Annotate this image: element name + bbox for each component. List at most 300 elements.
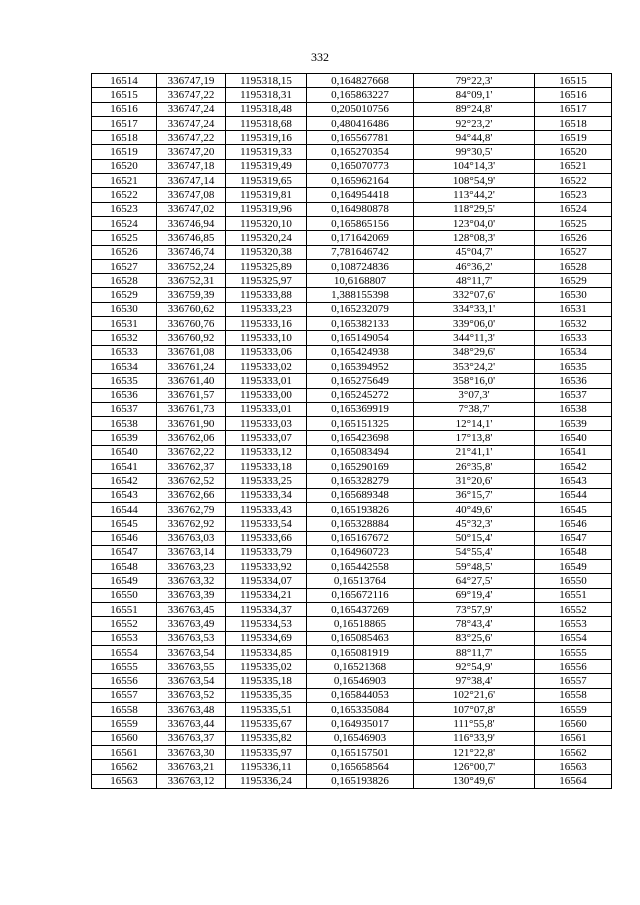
point-to-cell: 16534 <box>535 345 612 359</box>
y-coordinate-cell: 1195319,16 <box>226 131 307 145</box>
x-coordinate-cell: 336763,44 <box>157 717 226 731</box>
y-coordinate-cell: 1195333,18 <box>226 460 307 474</box>
point-to-cell: 16540 <box>535 431 612 445</box>
y-coordinate-cell: 1195333,02 <box>226 359 307 373</box>
distance-cell: 0,165157501 <box>307 745 414 759</box>
distance-cell: 0,165290169 <box>307 460 414 474</box>
table-row <box>92 202 612 216</box>
point-from-cell: 16552 <box>92 617 157 631</box>
point-to-cell: 16520 <box>535 145 612 159</box>
point-from-cell: 16531 <box>92 317 157 331</box>
table-row <box>92 317 612 331</box>
y-coordinate-cell: 1195334,21 <box>226 588 307 602</box>
bearing-cell: 73°57,9' <box>414 602 535 616</box>
y-coordinate-cell: 1195333,23 <box>226 302 307 316</box>
x-coordinate-cell: 336763,45 <box>157 602 226 616</box>
table-row <box>92 74 612 88</box>
bearing-cell: 123°04,0' <box>414 216 535 230</box>
table-row <box>92 116 612 130</box>
point-from-cell: 16514 <box>92 74 157 88</box>
x-coordinate-cell: 336762,92 <box>157 517 226 531</box>
table-row <box>92 560 612 574</box>
distance-cell: 0,164935017 <box>307 717 414 731</box>
point-from-cell: 16551 <box>92 602 157 616</box>
distance-cell: 0,165328279 <box>307 474 414 488</box>
point-to-cell: 16559 <box>535 703 612 717</box>
y-coordinate-cell: 1195318,31 <box>226 88 307 102</box>
y-coordinate-cell: 1195319,49 <box>226 159 307 173</box>
distance-cell: 0,165865156 <box>307 216 414 230</box>
x-coordinate-cell: 336762,52 <box>157 474 226 488</box>
bearing-cell: 334°33,1' <box>414 302 535 316</box>
distance-cell: 0,165962164 <box>307 174 414 188</box>
table-row <box>92 731 612 745</box>
page-number: 332 <box>311 50 329 64</box>
bearing-cell: 48°11,7' <box>414 274 535 288</box>
point-from-cell: 16515 <box>92 88 157 102</box>
point-from-cell: 16530 <box>92 302 157 316</box>
point-to-cell: 16528 <box>535 259 612 273</box>
point-to-cell: 16531 <box>535 302 612 316</box>
bearing-cell: 83°25,6' <box>414 631 535 645</box>
distance-cell: 1,388155398 <box>307 288 414 302</box>
table-row <box>92 245 612 259</box>
x-coordinate-cell: 336763,21 <box>157 760 226 774</box>
point-to-cell: 16535 <box>535 359 612 373</box>
y-coordinate-cell: 1195333,79 <box>226 545 307 559</box>
y-coordinate-cell: 1195320,38 <box>226 245 307 259</box>
table-row <box>92 131 612 145</box>
x-coordinate-cell: 336747,22 <box>157 88 226 102</box>
x-coordinate-cell: 336763,52 <box>157 688 226 702</box>
point-to-cell: 16562 <box>535 745 612 759</box>
table-row <box>92 231 612 245</box>
point-from-cell: 16539 <box>92 431 157 445</box>
table-row <box>92 345 612 359</box>
point-from-cell: 16557 <box>92 688 157 702</box>
x-coordinate-cell: 336763,39 <box>157 588 226 602</box>
bearing-cell: 102°21,6' <box>414 688 535 702</box>
distance-cell: 0,165863227 <box>307 88 414 102</box>
x-coordinate-cell: 336761,73 <box>157 402 226 416</box>
distance-cell: 0,16546903 <box>307 674 414 688</box>
y-coordinate-cell: 1195334,37 <box>226 602 307 616</box>
table-row <box>92 188 612 202</box>
table-row <box>92 545 612 559</box>
point-from-cell: 16520 <box>92 159 157 173</box>
distance-cell: 0,165369919 <box>307 402 414 416</box>
bearing-cell: 12°14,1' <box>414 417 535 431</box>
bearing-cell: 92°54,9' <box>414 660 535 674</box>
x-coordinate-cell: 336763,32 <box>157 574 226 588</box>
bearing-cell: 99°30,5' <box>414 145 535 159</box>
x-coordinate-cell: 336763,37 <box>157 731 226 745</box>
bearing-cell: 121°22,8' <box>414 745 535 759</box>
table-row <box>92 302 612 316</box>
point-to-cell: 16555 <box>535 645 612 659</box>
coordinates-table-body <box>92 74 612 789</box>
table-row <box>92 502 612 516</box>
point-to-cell: 16551 <box>535 588 612 602</box>
point-from-cell: 16538 <box>92 417 157 431</box>
point-from-cell: 16559 <box>92 717 157 731</box>
point-to-cell: 16521 <box>535 159 612 173</box>
point-to-cell: 16539 <box>535 417 612 431</box>
bearing-cell: 332°07,6' <box>414 288 535 302</box>
y-coordinate-cell: 1195333,12 <box>226 445 307 459</box>
table-row <box>92 431 612 445</box>
table-row <box>92 88 612 102</box>
point-from-cell: 16528 <box>92 274 157 288</box>
point-from-cell: 16545 <box>92 517 157 531</box>
point-to-cell: 16550 <box>535 574 612 588</box>
bearing-cell: 92°23,2' <box>414 116 535 130</box>
point-from-cell: 16522 <box>92 188 157 202</box>
y-coordinate-cell: 1195319,33 <box>226 145 307 159</box>
y-coordinate-cell: 1195319,65 <box>226 174 307 188</box>
bearing-cell: 108°54,9' <box>414 174 535 188</box>
bearing-cell: 45°32,3' <box>414 517 535 531</box>
x-coordinate-cell: 336747,08 <box>157 188 226 202</box>
y-coordinate-cell: 1195320,10 <box>226 216 307 230</box>
distance-cell: 0,164980878 <box>307 202 414 216</box>
x-coordinate-cell: 336763,14 <box>157 545 226 559</box>
y-coordinate-cell: 1195319,96 <box>226 202 307 216</box>
point-to-cell: 16526 <box>535 231 612 245</box>
point-to-cell: 16545 <box>535 502 612 516</box>
y-coordinate-cell: 1195336,11 <box>226 760 307 774</box>
table-row <box>92 474 612 488</box>
table-row <box>92 645 612 659</box>
distance-cell: 10,6168807 <box>307 274 414 288</box>
x-coordinate-cell: 336762,66 <box>157 488 226 502</box>
table-row <box>92 102 612 116</box>
table-row <box>92 388 612 402</box>
point-from-cell: 16550 <box>92 588 157 602</box>
point-to-cell: 16560 <box>535 717 612 731</box>
point-from-cell: 16527 <box>92 259 157 273</box>
point-to-cell: 16556 <box>535 660 612 674</box>
distance-cell: 0,165844053 <box>307 688 414 702</box>
distance-cell: 0,16518865 <box>307 617 414 631</box>
x-coordinate-cell: 336763,49 <box>157 617 226 631</box>
distance-cell: 0,165275649 <box>307 374 414 388</box>
distance-cell: 0,165689348 <box>307 488 414 502</box>
distance-cell: 0,165193826 <box>307 502 414 516</box>
bearing-cell: 118°29,5' <box>414 202 535 216</box>
point-from-cell: 16523 <box>92 202 157 216</box>
y-coordinate-cell: 1195333,43 <box>226 502 307 516</box>
bearing-cell: 130°49,6' <box>414 774 535 788</box>
point-from-cell: 16534 <box>92 359 157 373</box>
y-coordinate-cell: 1195334,85 <box>226 645 307 659</box>
x-coordinate-cell: 336761,24 <box>157 359 226 373</box>
y-coordinate-cell: 1195333,06 <box>226 345 307 359</box>
y-coordinate-cell: 1195335,18 <box>226 674 307 688</box>
point-from-cell: 16535 <box>92 374 157 388</box>
table-row <box>92 460 612 474</box>
x-coordinate-cell: 336761,40 <box>157 374 226 388</box>
table-row <box>92 574 612 588</box>
distance-cell: 0,164827668 <box>307 74 414 88</box>
bearing-cell: 64°27,5' <box>414 574 535 588</box>
x-coordinate-cell: 336763,53 <box>157 631 226 645</box>
point-to-cell: 16563 <box>535 760 612 774</box>
point-to-cell: 16532 <box>535 317 612 331</box>
point-to-cell: 16553 <box>535 617 612 631</box>
point-to-cell: 16552 <box>535 602 612 616</box>
point-from-cell: 16537 <box>92 402 157 416</box>
bearing-cell: 128°08,3' <box>414 231 535 245</box>
point-to-cell: 16542 <box>535 460 612 474</box>
point-from-cell: 16519 <box>92 145 157 159</box>
x-coordinate-cell: 336760,92 <box>157 331 226 345</box>
y-coordinate-cell: 1195333,34 <box>226 488 307 502</box>
bearing-cell: 40°49,6' <box>414 502 535 516</box>
distance-cell: 0,165167672 <box>307 531 414 545</box>
point-to-cell: 16517 <box>535 102 612 116</box>
x-coordinate-cell: 336747,24 <box>157 102 226 116</box>
distance-cell: 0,165328884 <box>307 517 414 531</box>
x-coordinate-cell: 336762,37 <box>157 460 226 474</box>
point-from-cell: 16521 <box>92 174 157 188</box>
x-coordinate-cell: 336761,08 <box>157 345 226 359</box>
point-to-cell: 16537 <box>535 388 612 402</box>
x-coordinate-cell: 336762,06 <box>157 431 226 445</box>
y-coordinate-cell: 1195335,97 <box>226 745 307 759</box>
bearing-cell: 45°04,7' <box>414 245 535 259</box>
point-from-cell: 16563 <box>92 774 157 788</box>
table-row <box>92 602 612 616</box>
point-from-cell: 16556 <box>92 674 157 688</box>
point-to-cell: 16549 <box>535 560 612 574</box>
point-to-cell: 16554 <box>535 631 612 645</box>
y-coordinate-cell: 1195333,16 <box>226 317 307 331</box>
point-from-cell: 16546 <box>92 531 157 545</box>
point-from-cell: 16529 <box>92 288 157 302</box>
x-coordinate-cell: 336747,22 <box>157 131 226 145</box>
point-from-cell: 16543 <box>92 488 157 502</box>
bearing-cell: 353°24,2' <box>414 359 535 373</box>
bearing-cell: 339°06,0' <box>414 317 535 331</box>
point-to-cell: 16557 <box>535 674 612 688</box>
distance-cell: 0,165151325 <box>307 417 414 431</box>
x-coordinate-cell: 336747,18 <box>157 159 226 173</box>
bearing-cell: 46°36,2' <box>414 259 535 273</box>
y-coordinate-cell: 1195318,68 <box>226 116 307 130</box>
x-coordinate-cell: 336761,57 <box>157 388 226 402</box>
bearing-cell: 7°38,7' <box>414 402 535 416</box>
bearing-cell: 94°44,8' <box>414 131 535 145</box>
x-coordinate-cell: 336763,48 <box>157 703 226 717</box>
table-row <box>92 631 612 645</box>
table-row <box>92 374 612 388</box>
y-coordinate-cell: 1195335,51 <box>226 703 307 717</box>
bearing-cell: 54°55,4' <box>414 545 535 559</box>
x-coordinate-cell: 336747,02 <box>157 202 226 216</box>
table-row <box>92 331 612 345</box>
distance-cell: 0,165270354 <box>307 145 414 159</box>
point-to-cell: 16546 <box>535 517 612 531</box>
point-from-cell: 16553 <box>92 631 157 645</box>
table-row <box>92 517 612 531</box>
distance-cell: 0,16546903 <box>307 731 414 745</box>
distance-cell: 0,165245272 <box>307 388 414 402</box>
table-row <box>92 259 612 273</box>
y-coordinate-cell: 1195333,00 <box>226 388 307 402</box>
distance-cell: 0,165081919 <box>307 645 414 659</box>
y-coordinate-cell: 1195333,07 <box>226 431 307 445</box>
x-coordinate-cell: 336747,24 <box>157 116 226 130</box>
x-coordinate-cell: 336760,62 <box>157 302 226 316</box>
table-row <box>92 745 612 759</box>
x-coordinate-cell: 336763,23 <box>157 560 226 574</box>
point-from-cell: 16526 <box>92 245 157 259</box>
x-coordinate-cell: 336752,31 <box>157 274 226 288</box>
y-coordinate-cell: 1195333,10 <box>226 331 307 345</box>
coordinates-table <box>91 73 612 789</box>
y-coordinate-cell: 1195335,02 <box>226 660 307 674</box>
distance-cell: 0,165567781 <box>307 131 414 145</box>
x-coordinate-cell: 336763,54 <box>157 674 226 688</box>
bearing-cell: 126°00,7' <box>414 760 535 774</box>
distance-cell: 0,165437269 <box>307 602 414 616</box>
point-to-cell: 16564 <box>535 774 612 788</box>
point-to-cell: 16538 <box>535 402 612 416</box>
x-coordinate-cell: 336747,19 <box>157 74 226 88</box>
table-row <box>92 660 612 674</box>
bearing-cell: 3°07,3' <box>414 388 535 402</box>
bearing-cell: 79°22,3' <box>414 74 535 88</box>
y-coordinate-cell: 1195333,88 <box>226 288 307 302</box>
point-to-cell: 16536 <box>535 374 612 388</box>
x-coordinate-cell: 336763,30 <box>157 745 226 759</box>
y-coordinate-cell: 1195320,24 <box>226 231 307 245</box>
x-coordinate-cell: 336747,20 <box>157 145 226 159</box>
point-from-cell: 16562 <box>92 760 157 774</box>
point-to-cell: 16543 <box>535 474 612 488</box>
x-coordinate-cell: 336762,79 <box>157 502 226 516</box>
table-row <box>92 445 612 459</box>
distance-cell: 0,165423698 <box>307 431 414 445</box>
point-to-cell: 16548 <box>535 545 612 559</box>
distance-cell: 0,164954418 <box>307 188 414 202</box>
x-coordinate-cell: 336747,14 <box>157 174 226 188</box>
point-from-cell: 16560 <box>92 731 157 745</box>
y-coordinate-cell: 1195334,69 <box>226 631 307 645</box>
y-coordinate-cell: 1195333,01 <box>226 402 307 416</box>
table-row <box>92 688 612 702</box>
y-coordinate-cell: 1195333,92 <box>226 560 307 574</box>
point-from-cell: 16518 <box>92 131 157 145</box>
point-from-cell: 16549 <box>92 574 157 588</box>
distance-cell: 0,205010756 <box>307 102 414 116</box>
point-to-cell: 16515 <box>535 74 612 88</box>
y-coordinate-cell: 1195325,97 <box>226 274 307 288</box>
table-row <box>92 760 612 774</box>
bearing-cell: 21°41,1' <box>414 445 535 459</box>
x-coordinate-cell: 336763,54 <box>157 645 226 659</box>
point-to-cell: 16518 <box>535 116 612 130</box>
point-to-cell: 16530 <box>535 288 612 302</box>
point-from-cell: 16541 <box>92 460 157 474</box>
bearing-cell: 104°14,3' <box>414 159 535 173</box>
point-to-cell: 16527 <box>535 245 612 259</box>
table-row <box>92 359 612 373</box>
x-coordinate-cell: 336746,94 <box>157 216 226 230</box>
distance-cell: 0,165083494 <box>307 445 414 459</box>
y-coordinate-cell: 1195334,53 <box>226 617 307 631</box>
x-coordinate-cell: 336761,90 <box>157 417 226 431</box>
table-row <box>92 145 612 159</box>
point-from-cell: 16532 <box>92 331 157 345</box>
distance-cell: 0,165193826 <box>307 774 414 788</box>
distance-cell: 7,781646742 <box>307 245 414 259</box>
bearing-cell: 78°43,4' <box>414 617 535 631</box>
point-from-cell: 16542 <box>92 474 157 488</box>
bearing-cell: 107°07,8' <box>414 703 535 717</box>
table-row <box>92 274 612 288</box>
distance-cell: 0,165232079 <box>307 302 414 316</box>
y-coordinate-cell: 1195318,48 <box>226 102 307 116</box>
point-to-cell: 16558 <box>535 688 612 702</box>
table-row <box>92 402 612 416</box>
point-to-cell: 16541 <box>535 445 612 459</box>
table-row <box>92 174 612 188</box>
point-from-cell: 16561 <box>92 745 157 759</box>
distance-cell: 0,108724836 <box>307 259 414 273</box>
x-coordinate-cell: 336752,24 <box>157 259 226 273</box>
point-to-cell: 16522 <box>535 174 612 188</box>
x-coordinate-cell: 336746,85 <box>157 231 226 245</box>
bearing-cell: 26°35,8' <box>414 460 535 474</box>
point-from-cell: 16544 <box>92 502 157 516</box>
x-coordinate-cell: 336759,39 <box>157 288 226 302</box>
table-row <box>92 159 612 173</box>
point-to-cell: 16519 <box>535 131 612 145</box>
point-to-cell: 16523 <box>535 188 612 202</box>
point-from-cell: 16548 <box>92 560 157 574</box>
y-coordinate-cell: 1195334,07 <box>226 574 307 588</box>
x-coordinate-cell: 336746,74 <box>157 245 226 259</box>
table-row <box>92 288 612 302</box>
bearing-cell: 17°13,8' <box>414 431 535 445</box>
x-coordinate-cell: 336763,03 <box>157 531 226 545</box>
y-coordinate-cell: 1195319,81 <box>226 188 307 202</box>
distance-cell: 0,165335084 <box>307 703 414 717</box>
point-from-cell: 16517 <box>92 116 157 130</box>
bearing-cell: 50°15,4' <box>414 531 535 545</box>
bearing-cell: 344°11,3' <box>414 331 535 345</box>
x-coordinate-cell: 336760,76 <box>157 317 226 331</box>
y-coordinate-cell: 1195333,54 <box>226 517 307 531</box>
table-row <box>92 588 612 602</box>
point-from-cell: 16540 <box>92 445 157 459</box>
point-from-cell: 16516 <box>92 102 157 116</box>
y-coordinate-cell: 1195335,35 <box>226 688 307 702</box>
table-row <box>92 674 612 688</box>
y-coordinate-cell: 1195336,24 <box>226 774 307 788</box>
point-from-cell: 16536 <box>92 388 157 402</box>
bearing-cell: 59°48,5' <box>414 560 535 574</box>
bearing-cell: 84°09,1' <box>414 88 535 102</box>
y-coordinate-cell: 1195335,67 <box>226 717 307 731</box>
bearing-cell: 113°44,2' <box>414 188 535 202</box>
point-to-cell: 16547 <box>535 531 612 545</box>
y-coordinate-cell: 1195333,03 <box>226 417 307 431</box>
y-coordinate-cell: 1195318,15 <box>226 74 307 88</box>
distance-cell: 0,165442558 <box>307 560 414 574</box>
